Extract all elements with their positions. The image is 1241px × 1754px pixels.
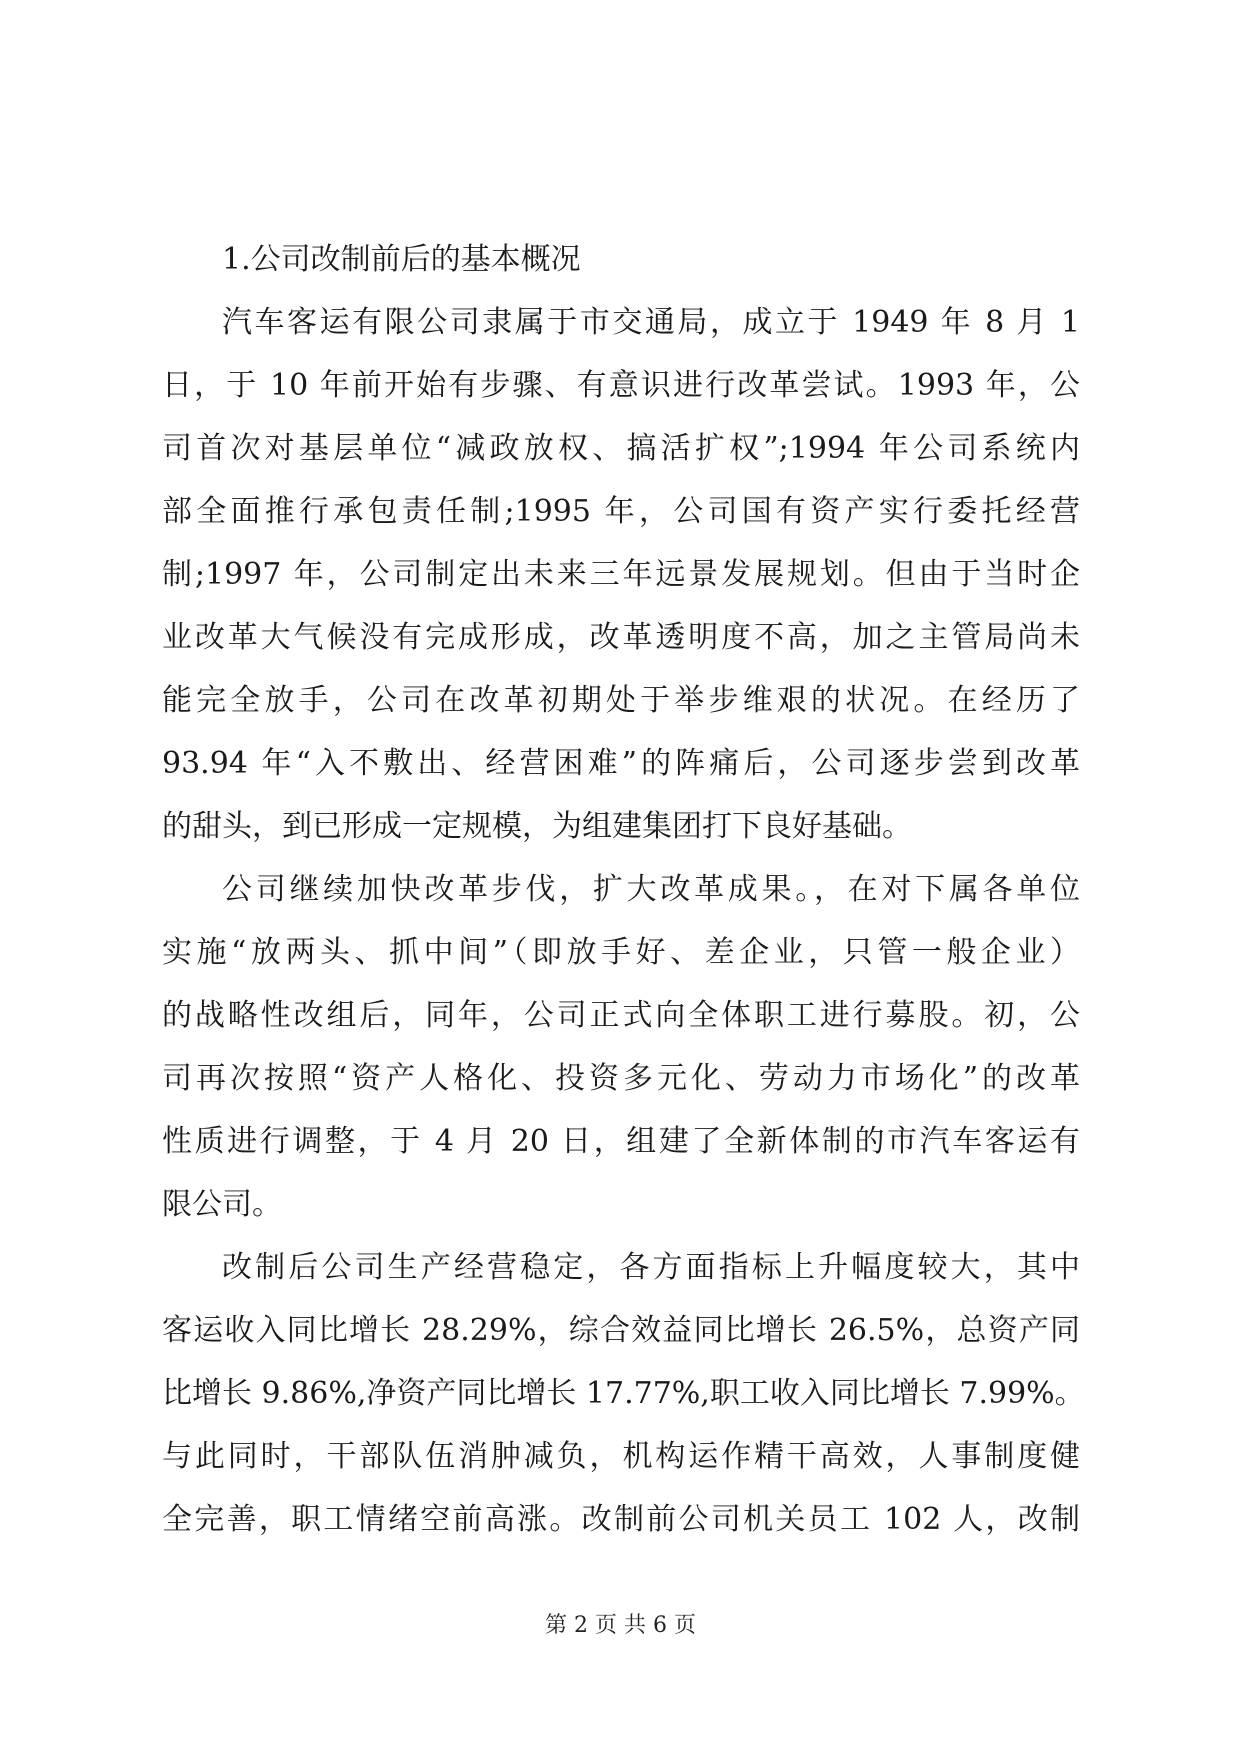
document-body [162,228,1085,1551]
paragraph-line: 实施“放两头、抓中间”（即放手好、差企业，只管一般企业） [162,935,1080,970]
paragraph-line: 的战略性改组后，同年，公司正式向全体职工进行募股。初，公 [162,998,1080,1033]
paragraph-line: 改制后公司生产经营稳定，各方面指标上升幅度较大，其中 [222,1250,1080,1285]
paragraph-line: 限公司。 [162,1187,282,1222]
page-number-footer: 第 2 页 共 6 页 [545,1613,696,1638]
paragraph-line: 性质进行调整，于 4 月 20 日，组建了全新体制的市汽车客运有 [162,1124,1080,1159]
paragraph-line: 全完善，职工情绪空前高涨。改制前公司机关员工 102 人，改制 [162,1502,1080,1537]
paragraph-line: 部全面推行承包责任制;1995 年，公司国有资产实行委托经营 [162,494,1080,529]
paragraph-line: 汽车客运有限公司隶属于市交通局，成立于 1949 年 8 月 1 [222,305,1080,340]
paragraph-line: 能完全放手，公司在改革初期处于举步维艰的状况。在经历了 [162,683,1080,718]
section-heading: 1.公司改制前后的基本概况 [222,242,581,277]
paragraph-line: 公司继续加快改革步伐，扩大改革成果。，在对下属各单位 [222,872,1080,907]
paragraph-line: 业改革大气候没有完成形成，改革透明度不高，加之主管局尚未 [162,620,1080,655]
paragraph-line: 的甜头，到已形成一定规模，为组建集团打下良好基础。 [162,809,912,844]
paragraph-line: 客运收入同比增长 28.29%，综合效益同比增长 26.5%，总资产同 [162,1313,1080,1348]
paragraph-line: 与此同时，干部队伍消肿减负，机构运作精干高效，人事制度健 [162,1439,1080,1474]
paragraph-line: 司首次对基层单位“减政放权、搞活扩权”;1994 年公司系统内 [162,431,1080,466]
paragraph-line: 司再次按照“资产人格化、投资多元化、劳动力市场化”的改革 [162,1061,1080,1096]
paragraph-line: 日，于 10 年前开始有步骤、有意识进行改革尝试。1993 年，公 [162,368,1080,403]
paragraph-line: 93.94 年“入不敷出、经营困难”的阵痛后，公司逐步尝到改革 [162,746,1080,781]
paragraph-line: 比增长 9.86%,净资产同比增长 17.77%,职工收入同比增长 7.99%。 [162,1376,1085,1411]
paragraph-line: 制;1997 年，公司制定出未来三年远景发展规划。但由于当时企 [162,557,1080,592]
